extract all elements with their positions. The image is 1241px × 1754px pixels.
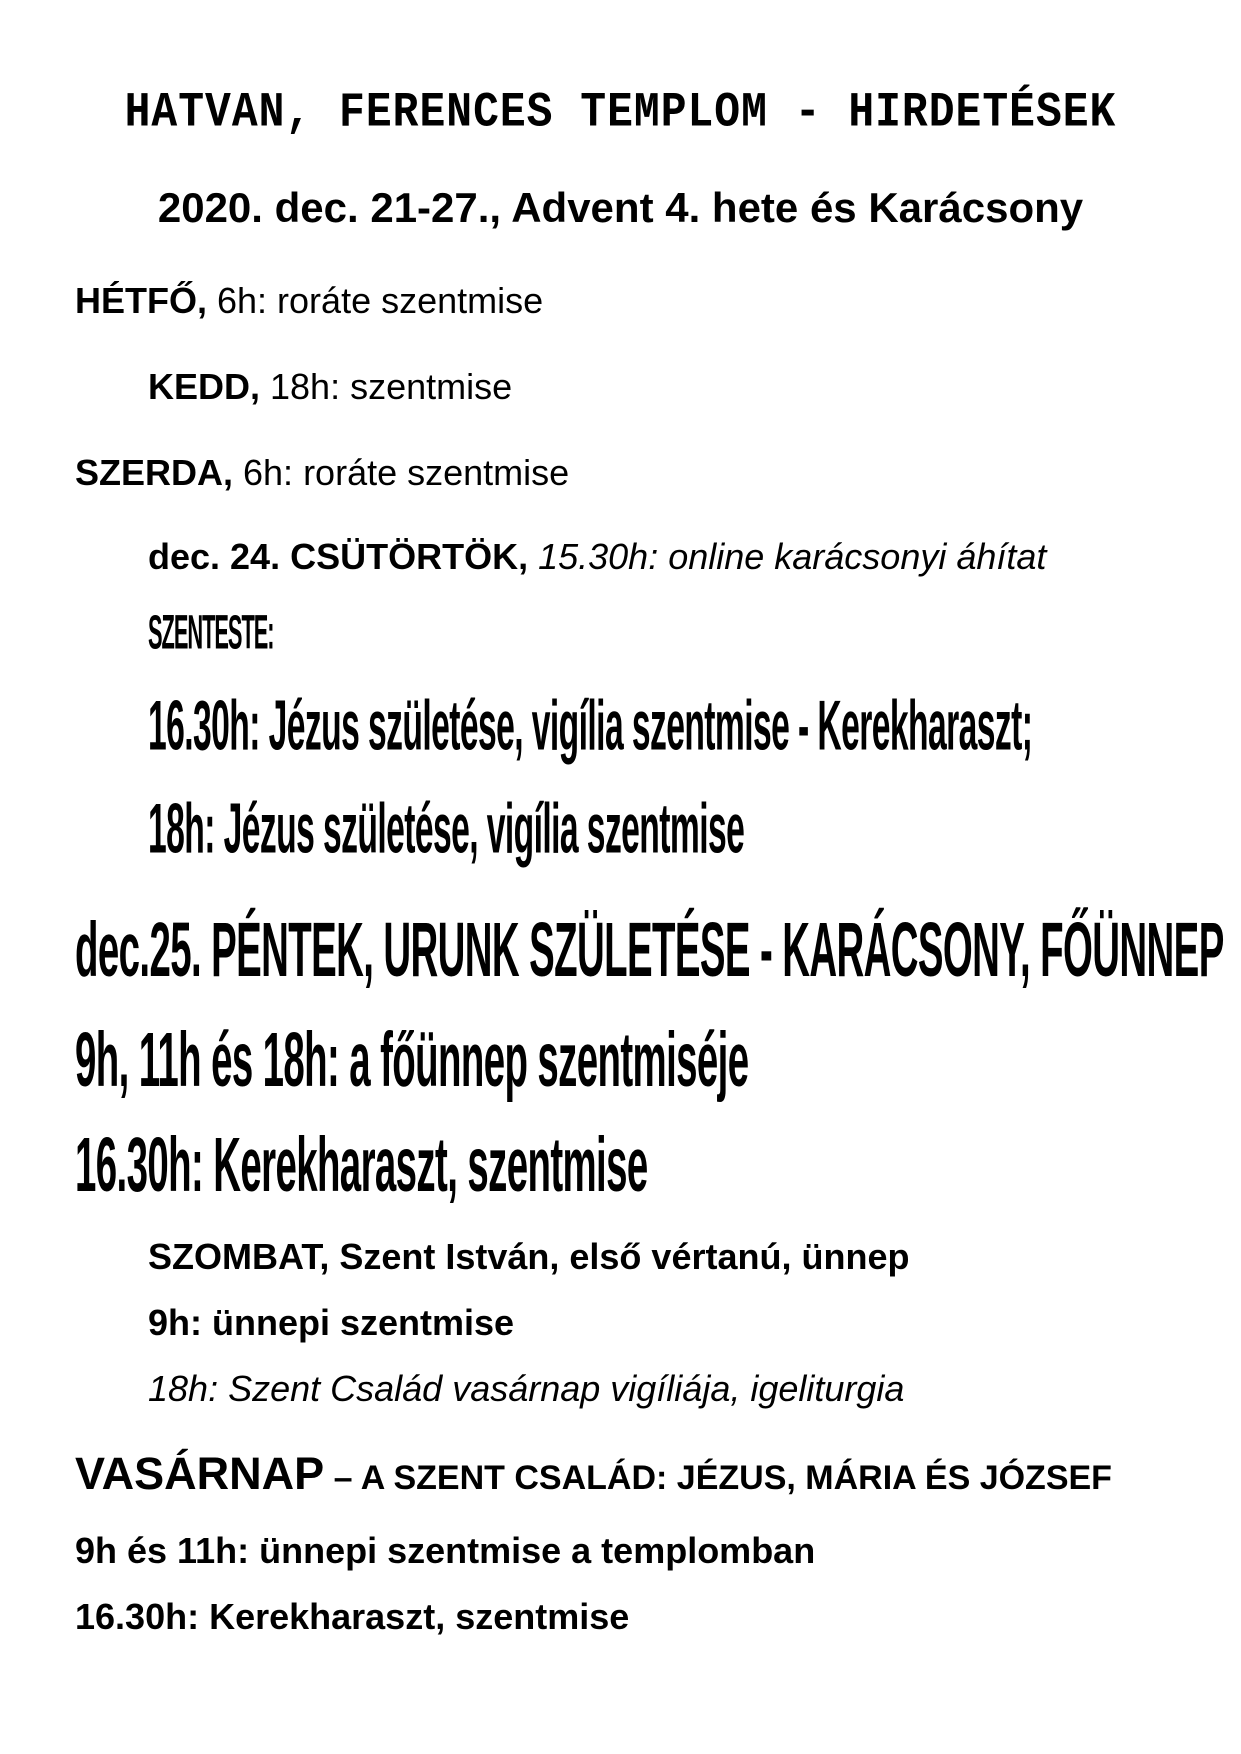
sunday-line-1: 9h és 11h: ünnepi szentmise a templomban — [75, 1530, 816, 1571]
sunday-heading — [75, 1448, 1112, 1500]
saturday-heading: SZOMBAT, Szent István, első vértanú, ünnep — [148, 1236, 910, 1277]
wednesday-day: SZERDA, — [75, 452, 234, 493]
friday-line-1: 9h, 11h és 18h: a főünnep szentmiséje — [75, 1016, 749, 1103]
thursday-day: dec. 24. CSÜTÖRTÖK, — [148, 536, 529, 577]
sunday-title: – A SZENT CSALÁD: JÉZUS, MÁRIA ÉS JÓZSEF — [324, 1459, 1112, 1497]
wednesday-text: 6h: roráte szentmise — [233, 452, 570, 493]
monday-day: HÉTFŐ, — [75, 280, 207, 321]
thursday-text: 15.30h: online karácsonyi áhítat — [528, 536, 1047, 577]
saturday-line-1: 9h: ünnepi szentmise — [148, 1302, 515, 1343]
monday-text: 6h: roráte szentmise — [207, 280, 544, 321]
tuesday-line — [148, 366, 512, 408]
tuesday-day: KEDD, — [148, 366, 261, 407]
page-title: HATVAN, FERENCES TEMPLOM - HIRDETÉSEK — [124, 84, 1117, 141]
wednesday-line — [75, 452, 569, 494]
sunday-day: VASÁRNAP — [75, 1448, 325, 1499]
christmas-eve-mass-kerekharaszt: 16.30h: Jézus születése, vigília szentmise - Kerekharaszt; — [148, 686, 1033, 766]
monday-line — [75, 280, 543, 322]
friday-line-2: 16.30h: Kerekharaszt, szentmise — [75, 1121, 648, 1208]
friday-heading: dec.25. PÉNTEK, URUNK SZÜLETÉSE - KARÁCSONY, FŐÜNNEP — [75, 906, 1224, 993]
christmas-eve-mass: 18h: Jézus születése, vigília szentmise — [148, 789, 745, 869]
page-subtitle: 2020. dec. 21-27., Advent 4. hete és Karácsony — [157, 184, 1084, 231]
thursday-line — [148, 536, 1046, 578]
christmas-eve-label: SZENTESTE: — [148, 605, 274, 660]
sunday-line-2: 16.30h: Kerekharaszt, szentmise — [75, 1596, 630, 1637]
tuesday-text: 18h: szentmise — [260, 366, 513, 407]
saturday-line-2: 18h: Szent Család vasárnap vigíliája, igeliturgia — [148, 1368, 905, 1409]
